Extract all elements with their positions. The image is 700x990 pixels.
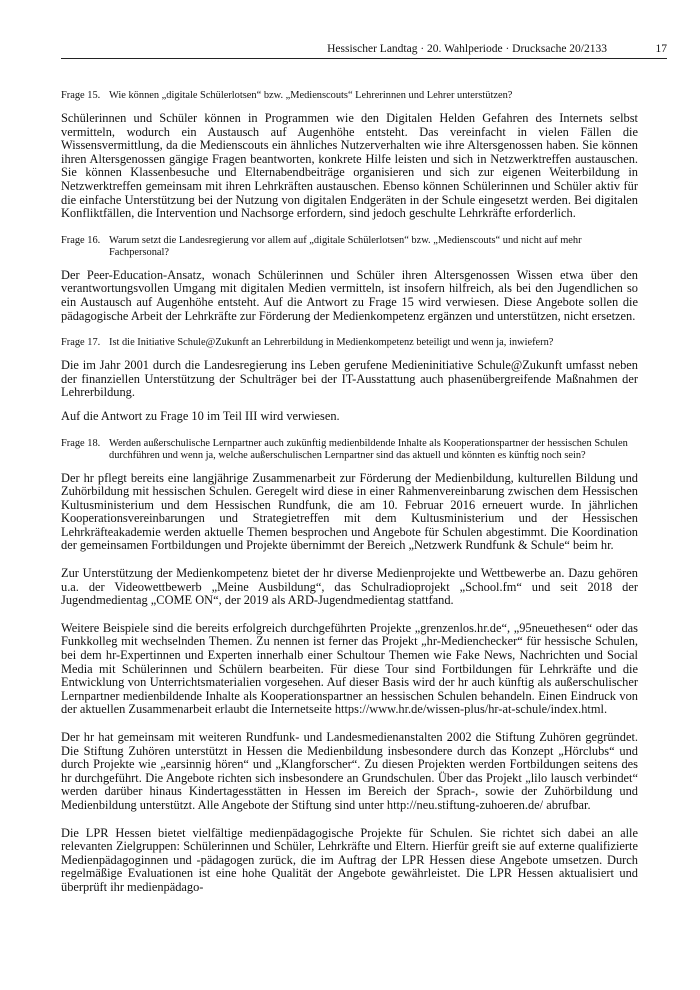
answer-paragraph: Die LPR Hessen bietet vielfältige medienpädagogische Projekte für Schulen. Sie richtet sich dabei an alle relevanten Zielgruppen: Schülerinnen und Schüler, Lehrkräfte und Eltern. Hierfür greift sie auf externe qualifizierte Medienpädagoginnen und -pädagogen zurück, die im Auftrag der LPR Hessen diese Angebote umsetzen. Durch regelmäßige Evaluationen ist eine hohe Qualität der Angebote gewährleistet. Die LPR Hessen aktualisiert und überprüft ihr medienpädago-: [61, 825, 638, 894]
question-text: Wie können „digitale Schülerlotsen“ bzw. „Medienscouts“ Lehrerinnen und Lehrer unterstützen?: [109, 90, 513, 101]
question-16: [61, 235, 638, 259]
answer-paragraph: Der Peer-Education-Ansatz, wonach Schülerinnen und Schüler ihren Altersgenossen Wissen etwa über den verantwortungsvollen Umgang mit digitalen Medien vermitteln, ist insofern hilfreich, als bei den Jugendlichen so ein Austausch auf Augenhöhe entsteht. Auf die Antwort zu Frage 15 wird verwiesen. Diese Angebote sollen die pädagogische Arbeit der Lehrkräfte zur Förderung der Medienkompetenz ergänzen und unterstützen, nicht ersetzen.: [61, 267, 638, 323]
question-18: [61, 438, 638, 462]
question-label: Frage 16.: [61, 234, 101, 246]
answer-paragraph: Zur Unterstützung der Medienkompetenz bietet der hr diverse Medienprojekte und Wettbewerbe an. Dazu gehören u.a. der Videowettbewerb „Meine Ausbildung“, das Schulradioprojekt „School.fm“ und seit 2018 der Jugendmedientag „COME ON“, der 2019 als ARD-Jugendmedientag stattfand.: [61, 566, 638, 608]
answer-paragraph: Schülerinnen und Schüler können in Programmen wie den Digitalen Helden Gefahren des Internets selbst vermitteln, wodurch ein Austausch auf Augenhöhe entsteht. Das vereinfacht in vielen Fällen die Wissensvermittlung, da die Medienscouts ein ähnliches Nutzerverhalten wie ihre Altersgenossen haben. Sie können ihren Altersgenossen gängige Fragen beantworten, konkrete Hilfe leisten und sich in Netzwerktreffen austauschen. Sie können Klassenbesuche und Elternabendbeiträge organisieren und sich zur eigenen Weiterbildung in Netzwerktreffen gemeinsam mit ihren Lehrkräften austauschen. Ebenso können Schülerinnen und Schüler aktiv für die einfache Unterstützung bei der Nutzung von digitalen Endgeräten in der Schule eingesetzt werden. Bei digitalen Konfliktfällen, die Intervention und Nachsorge erfordern, sind jedoch geschulte Lehrkräfte erforderlich.: [61, 111, 638, 221]
answer-paragraph: Weitere Beispiele sind die bereits erfolgreich durchgeführten Projekte „grenzenlos.hr.de“, „95neuethesen“ oder das Funkkolleg mit wechselnden Themen. Zu nennen ist ferner das Projekt „hr-Medienchecker“ für hessische Schulen, bei dem hr-Expertinnen und Experten innerhalb einer Schultour Themen wie Fake News, Nachrichten und Social Media mit Schülerinnen und Schülern bearbeiten. Für diese Tour sind Fortbildungen für Lehrkräfte und die Entwicklung von Unterrichtsmaterialien vorgesehen. Auf dieser Basis wird der hr auch künftig als außerschulischer Lernpartner medienbildende Inhalte als Kooperationspartner an hessischen Schulen behandeln. Einen Eindruck von der aktuellen Zusammenarbeit erlaubt die Internetseite https://www.hr.de/wissen-plus/hr-at-schule/index.html.: [61, 620, 638, 717]
question-text: Ist die Initiative Schule@Zukunft an Lehrerbildung in Medienkompetenz beteiligt und wenn ja, inwiefern?: [109, 337, 554, 349]
answer-paragraph: Der hr hat gemeinsam mit weiteren Rundfunk- und Landesmedienanstalten 2002 die Stiftung Zuhören gegründet. Die Stiftung Zuhören unterstützt in Hessen die Medienbildung insbesondere durch das Konzept „Hörclubs“ und durch Projekte wie „earsinnig hören“ und „Klangforscher“. Zu diesen Projekten werden Fortbildungen seitens des hr durchgeführt. Die Angebote richten sich insbesondere an Grundschulen. Über das Projekt „lilo lausch verbindet“ werden darüber hinaus Kindertagesstätten in Hessen im Bereich der Sprach-, sowie der Zuhörbildung und Medienbildung unterstützt. Alle Angebote der Stiftung sind unter http://neu.stiftung-zuhoeren.de/ abrufbar.: [61, 730, 638, 812]
answer-paragraph: Auf die Antwort zu Frage 10 im Teil III wird verwiesen.: [61, 408, 340, 423]
page-number: 17: [655, 43, 667, 55]
answer-paragraph: Die im Jahr 2001 durch die Landesregierung ins Leben gerufene Medieninitiative Schule@Zukunft umfasst neben der finanziellen Unterstützung der Schulträger bei der IT-Ausstattung auch phasenübergreifende Maßnahmen der Lehrerbildung.: [61, 358, 638, 400]
question-15: [61, 90, 638, 102]
question-text: Warum setzt die Landesregierung vor allem auf „digitale Schülerlotsen“ bzw. „Medienscouts“ und nicht auf mehr Fachpersonal?: [109, 234, 582, 258]
answer-paragraph: Der hr pflegt bereits eine langjährige Zusammenarbeit zur Förderung der Medienbildung, kulturellen Bildung und Zuhörbildung mit hessischen Schulen. Geregelt wird diese in einer Rahmenvereinbarung zwischen dem Hessischen Kultusministerium und dem Hessischen Rundfunk, die am 10. Februar 2016 erneuert wurde. In jährlichen Kooperationsvereinbarungen und Strategietreffen mit dem Kultusministerium und der Hessischen Lehrkräfteakademie werden aktuelle Themen besprochen und Angebote für Schulen abgestimmt. Die Koordination der gemeinsamen Fortbildungen und Projekte übernimmt der Bereich „Netzwerk Rundfunk & Schule“ beim hr.: [61, 470, 638, 553]
document-body: [61, 90, 638, 909]
page-header: [61, 40, 667, 59]
question-label: Frage 15.: [61, 90, 101, 101]
question-label: Frage 17.: [61, 337, 101, 349]
question-17: [61, 337, 638, 349]
question-text: Werden außerschulische Lernpartner auch zukünftig medienbildende Inhalte als Kooperationspartner der hessischen Schulen durchführen und wenn ja, welche außerschulischen Lernpartner sind das aktuell und könnten es künftig noch sein?: [109, 437, 628, 461]
document-meta: Hessischer Landtag · 20. Wahlperiode · Drucksache 20/2133: [327, 43, 607, 55]
question-label: Frage 18.: [61, 437, 101, 449]
